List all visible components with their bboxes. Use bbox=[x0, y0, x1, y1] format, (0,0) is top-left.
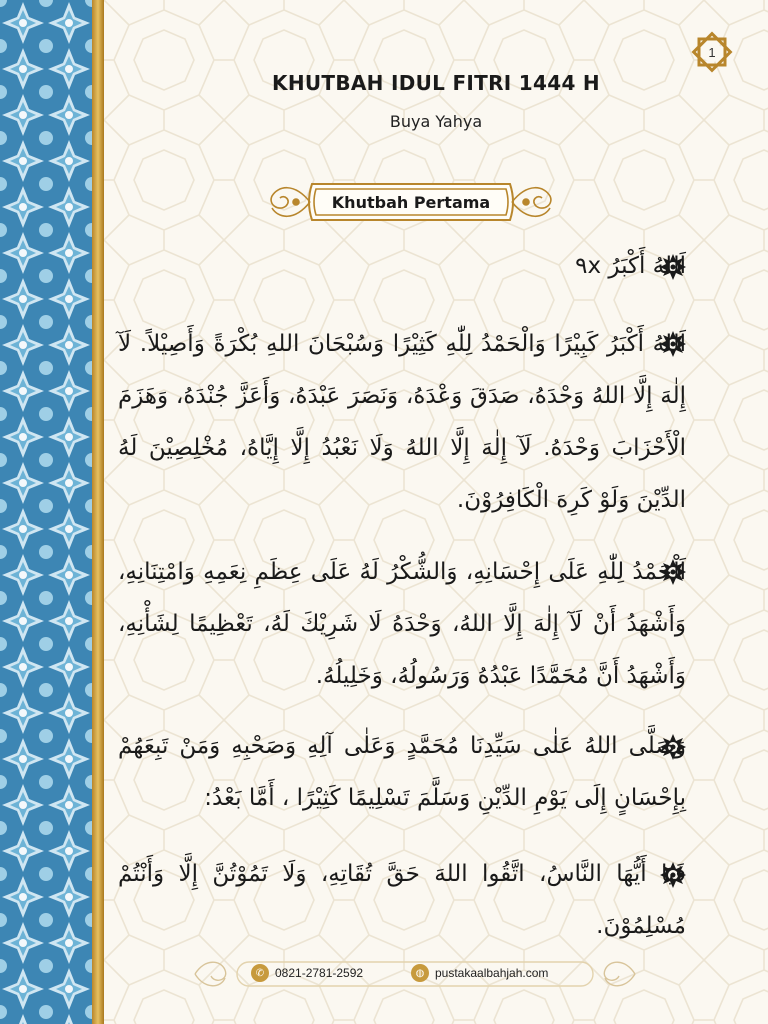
website-link[interactable]: pustakaalbahjah.com bbox=[435, 966, 549, 980]
page-number: 1 bbox=[708, 44, 716, 60]
paragraph-text: اَللهُ أَكْبَرُ ٩x bbox=[575, 253, 686, 279]
decorative-border bbox=[0, 0, 92, 1024]
page-number-badge bbox=[690, 30, 734, 74]
whatsapp-icon: ✆ bbox=[251, 964, 269, 982]
phone-number: 0821-2781-2592 bbox=[275, 966, 364, 980]
paragraph-text: اَللهُ أَكْبَرُ كَبِيْرًا وَالْحَمْدُ لِلّٰهِ كَثِيْرًا وَسُبْحَانَ اللهِ بُكْرَةً وَأَصِيْلاً. لَآ إِلٰهَ إِلَّا اللهُ وَحْدَهُ، صَدَقَ وَعْدَهُ، وَنَصَرَ عَبْدَهُ، وَأَعَزَّ جُنْدَهُ، وَهَزَمَ الْأَحْزَابَ وَحْدَهُ. لَآ إِلٰهَ إِلَّا اللهُ وَلَا نَعْبُدُ إِلَّا إِيَّاهُ، مُخْلِصِيْنَ لَهُ الدِّيْنَ وَلَوْ كَرِهَ الْكَافِرُوْنَ. bbox=[118, 331, 686, 513]
paragraph-text: فَيَا أَيُّهَا النَّاسُ، اتَّقُوا اللهَ حَقَّ تُقَاتِهِ، وَلَا تَمُوْتُنَّ إِلَّا وَأَنْتُمْ مُسْلِمُوْنَ. bbox=[118, 861, 686, 939]
arabic-paragraph bbox=[118, 848, 690, 952]
globe-icon: ◍ bbox=[411, 964, 429, 982]
paragraph-text: اَلْحَمْدُ لِلّٰهِ عَلَى إِحْسَانِهِ، وَالشُّكْرُ لَهُ عَلَى عِظَمِ نِعَمِهِ وَامْتِنَانِهِ، وَأَشْهَدُ أَنْ لَآ إِلٰهَ إِلَّا اللهُ، وَحْدَهُ لَا شَرِيْكَ لَهُ، تَعْظِيمًا لِشَأْنِهِ، وَأَشْهَدُ أَنَّ مُحَمَّدًا عَبْدُهُ وَرَسُولُهُ، وَخَلِيلُهُ. bbox=[118, 559, 686, 689]
arabic-paragraph bbox=[118, 546, 690, 702]
section-title: Khutbah Pertama bbox=[331, 192, 491, 212]
author-name: Buya Yahya bbox=[389, 112, 483, 131]
takbir-line bbox=[118, 240, 690, 292]
footer bbox=[185, 948, 645, 1000]
gold-divider-bar bbox=[92, 0, 104, 1024]
section-header bbox=[264, 176, 558, 228]
arabic-paragraph bbox=[118, 318, 690, 526]
arabic-paragraph bbox=[118, 720, 690, 824]
paragraph-text: وَصَلَّى اللهُ عَلٰى سَيِّدِنَا مُحَمَّدٍ وَعَلٰى آلِهِ وَصَحْبِهِ وَمَنْ تَبِعَهُمْ بِإِحْسَانٍ إِلَى يَوْمِ الدِّيْنِ وَسَلَّمَ تَسْلِيمًا كَثِيْرًا ، أَمَّا بَعْدُ: bbox=[118, 733, 686, 811]
footer-website[interactable] bbox=[411, 964, 548, 982]
document-title: KHUTBAH IDUL FITRI 1444 H bbox=[272, 71, 600, 95]
footer-phone bbox=[251, 964, 363, 982]
